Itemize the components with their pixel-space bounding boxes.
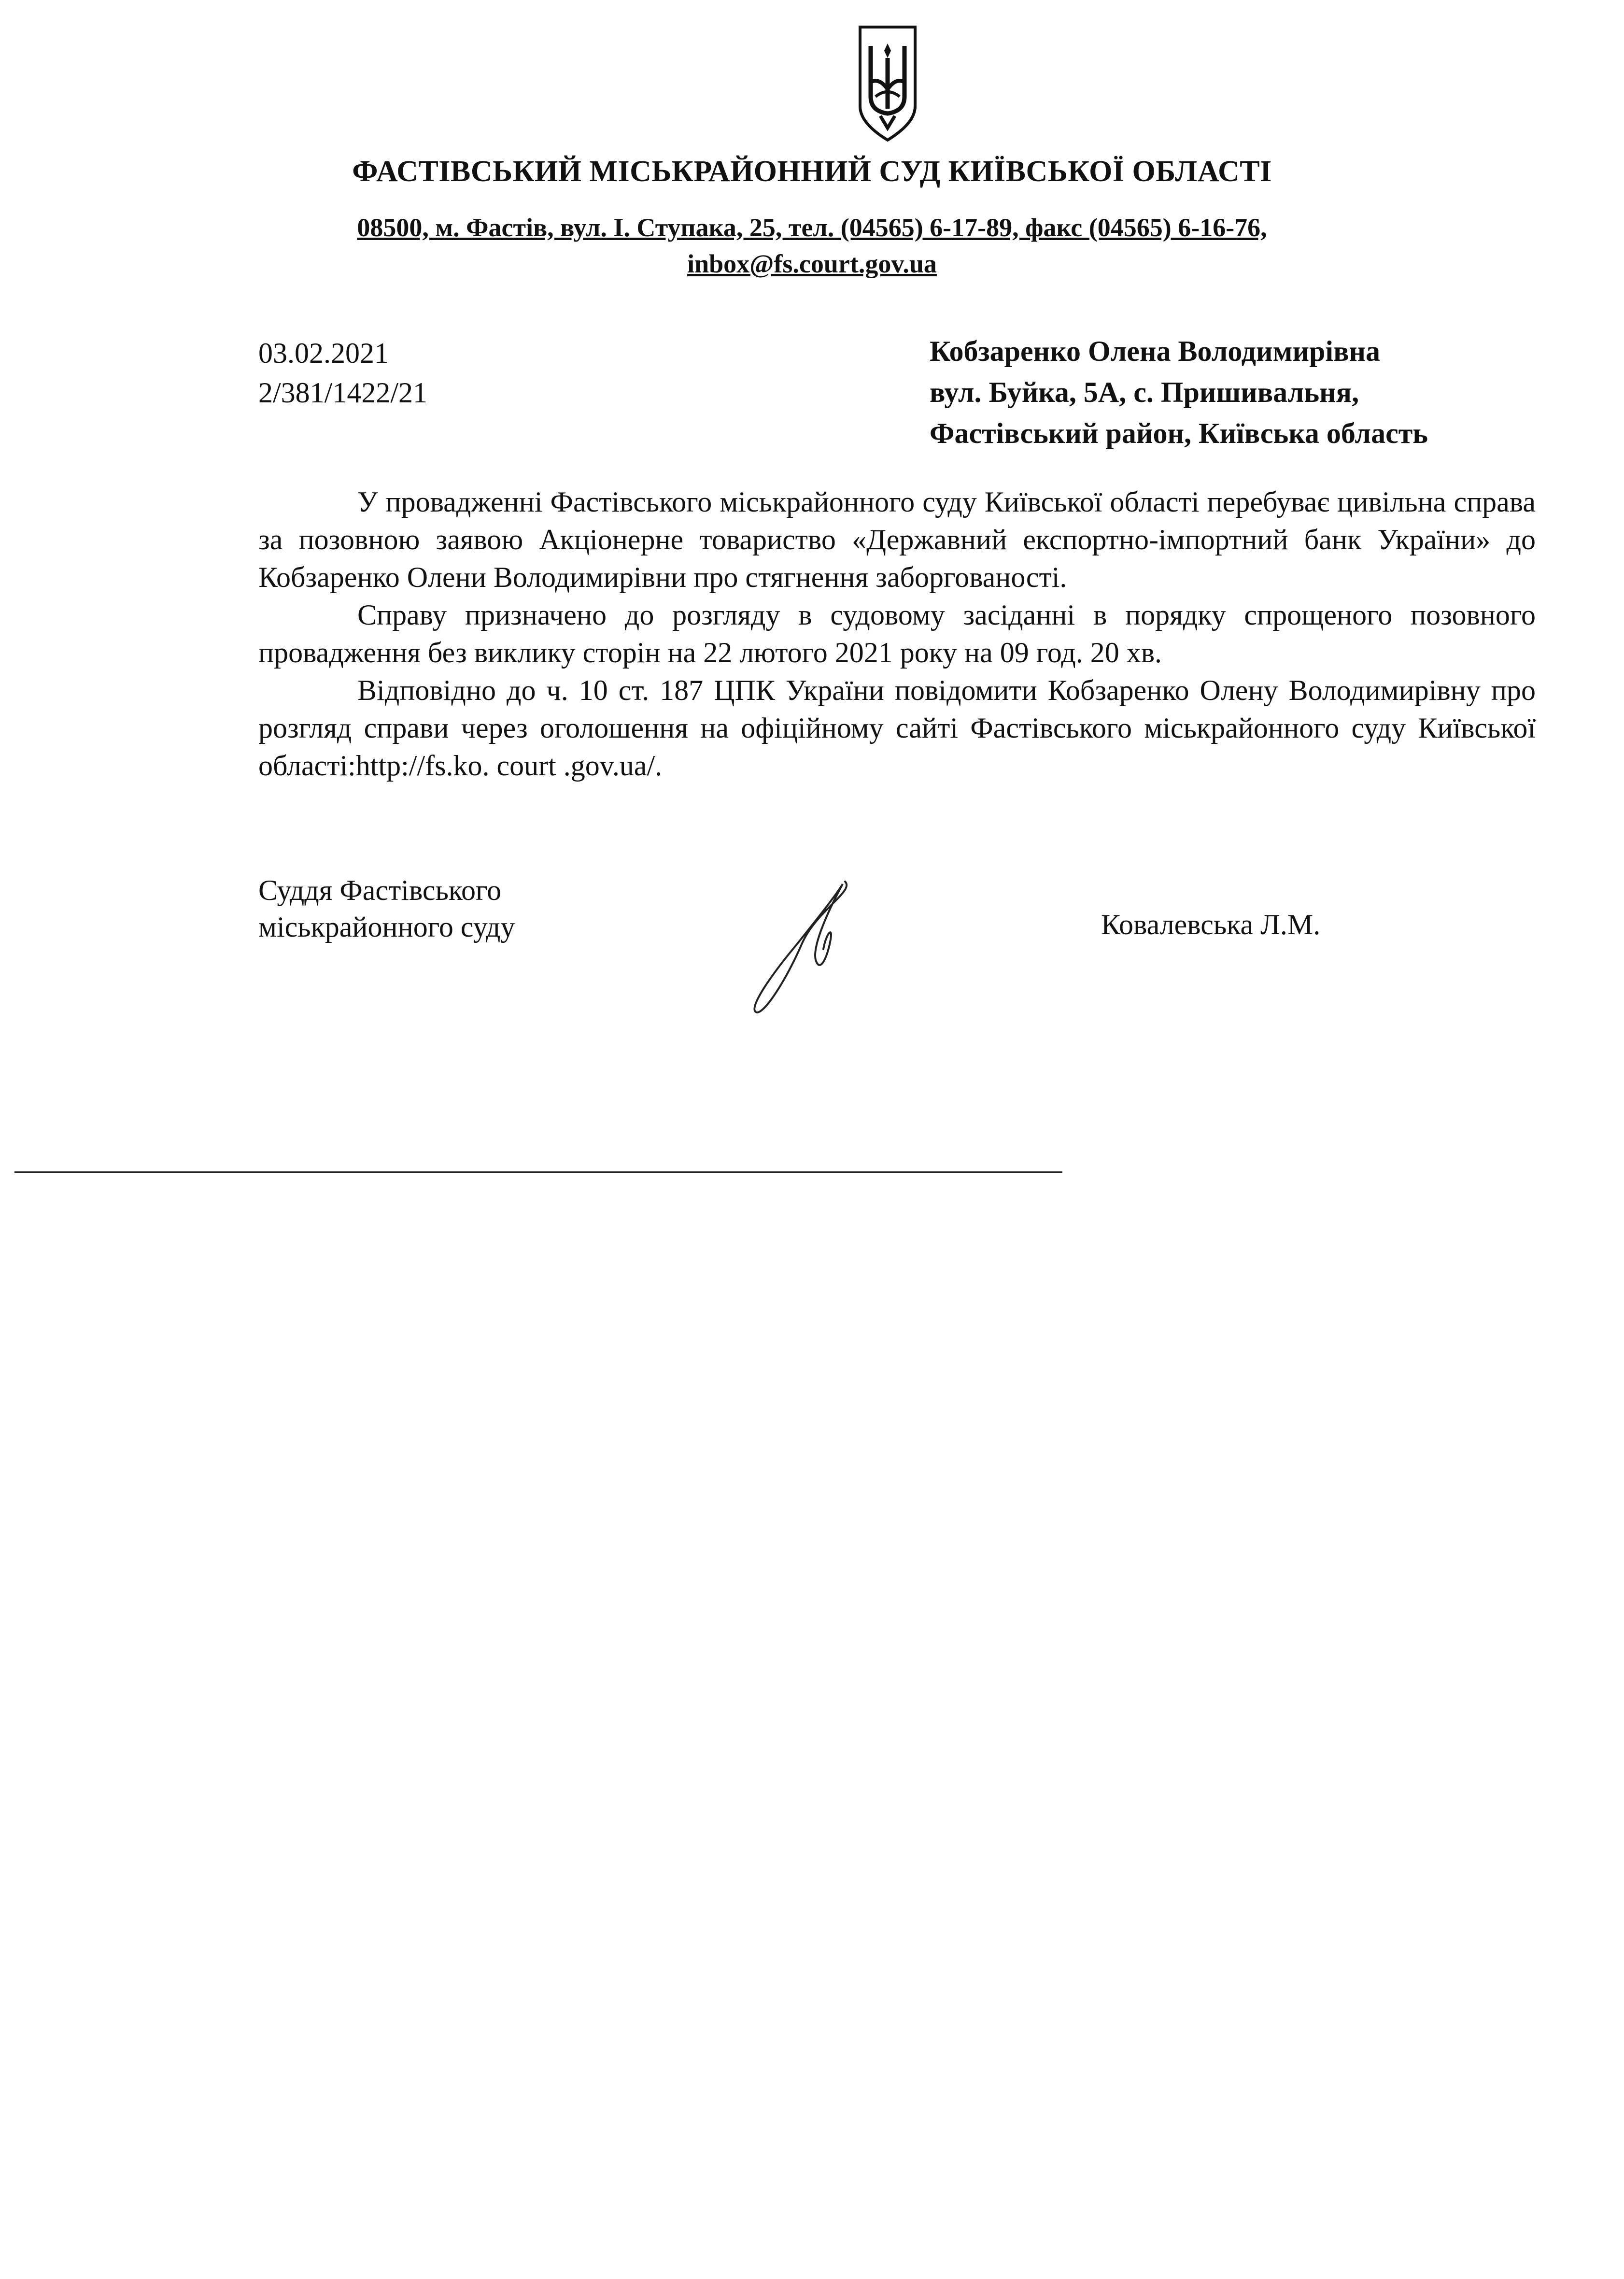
court-name: ФАСТІВСЬКИЙ МІСЬКРАЙОННИЙ СУД КИЇВСЬКОЇ ОБЛАСТІ bbox=[352, 155, 1272, 188]
document-date: 03.02.2021 bbox=[258, 337, 389, 369]
recipient-address-line1: вул. Буйка, 5А, с. Пришивальня, bbox=[930, 376, 1359, 408]
judge-name: Ковалевська Л.М. bbox=[1101, 909, 1321, 940]
recipient-name: Кобзаренко Олена Володимирівна bbox=[930, 335, 1381, 367]
case-reference: 2/381/1422/21 bbox=[258, 377, 428, 409]
handwritten-signature bbox=[744, 877, 864, 1022]
court-email: inbox@fs.court.gov.ua bbox=[687, 249, 937, 278]
recipient-block bbox=[930, 331, 1428, 454]
divider-line bbox=[14, 1171, 1062, 1173]
body-paragraph: У провадженні Фастівського міськрайонного суду Київської області перебуває цивільна справа за позовною заявою Акціонерне товариство «Державний експортно-імпортний банк України» до Кобзаренко Олени Володимирівни про стягнення заборгованості. bbox=[258, 486, 1536, 593]
body-paragraph: Справу призначено до розгляду в судовому засіданні в порядку спрощеного позовного провадження без виклику сторін на 22 лютого 2021 року на 09 год. 20 хв. bbox=[258, 599, 1536, 669]
document-meta bbox=[258, 333, 427, 413]
trident-emblem-icon bbox=[856, 24, 919, 143]
signatory-title: Суддя Фастівського міськрайонного суду bbox=[258, 874, 515, 943]
court-address: 08500, м. Фастів, вул. І. Ступака, 25, тел. (04565) 6-17-89, факс (04565) 6-16-76, bbox=[357, 213, 1267, 242]
letter-body bbox=[258, 483, 1536, 784]
recipient-address-line2: Фастівський район, Київська область bbox=[930, 417, 1428, 449]
body-paragraph: Відповідно до ч. 10 ст. 187 ЦПК України повідомити Кобзаренко Олену Володимирівну про розгляд справи через оголошення на офіційному сайті Фастівського міськрайонного суду Київської області:http://fs.ko. court .gov.ua/. bbox=[258, 674, 1536, 782]
